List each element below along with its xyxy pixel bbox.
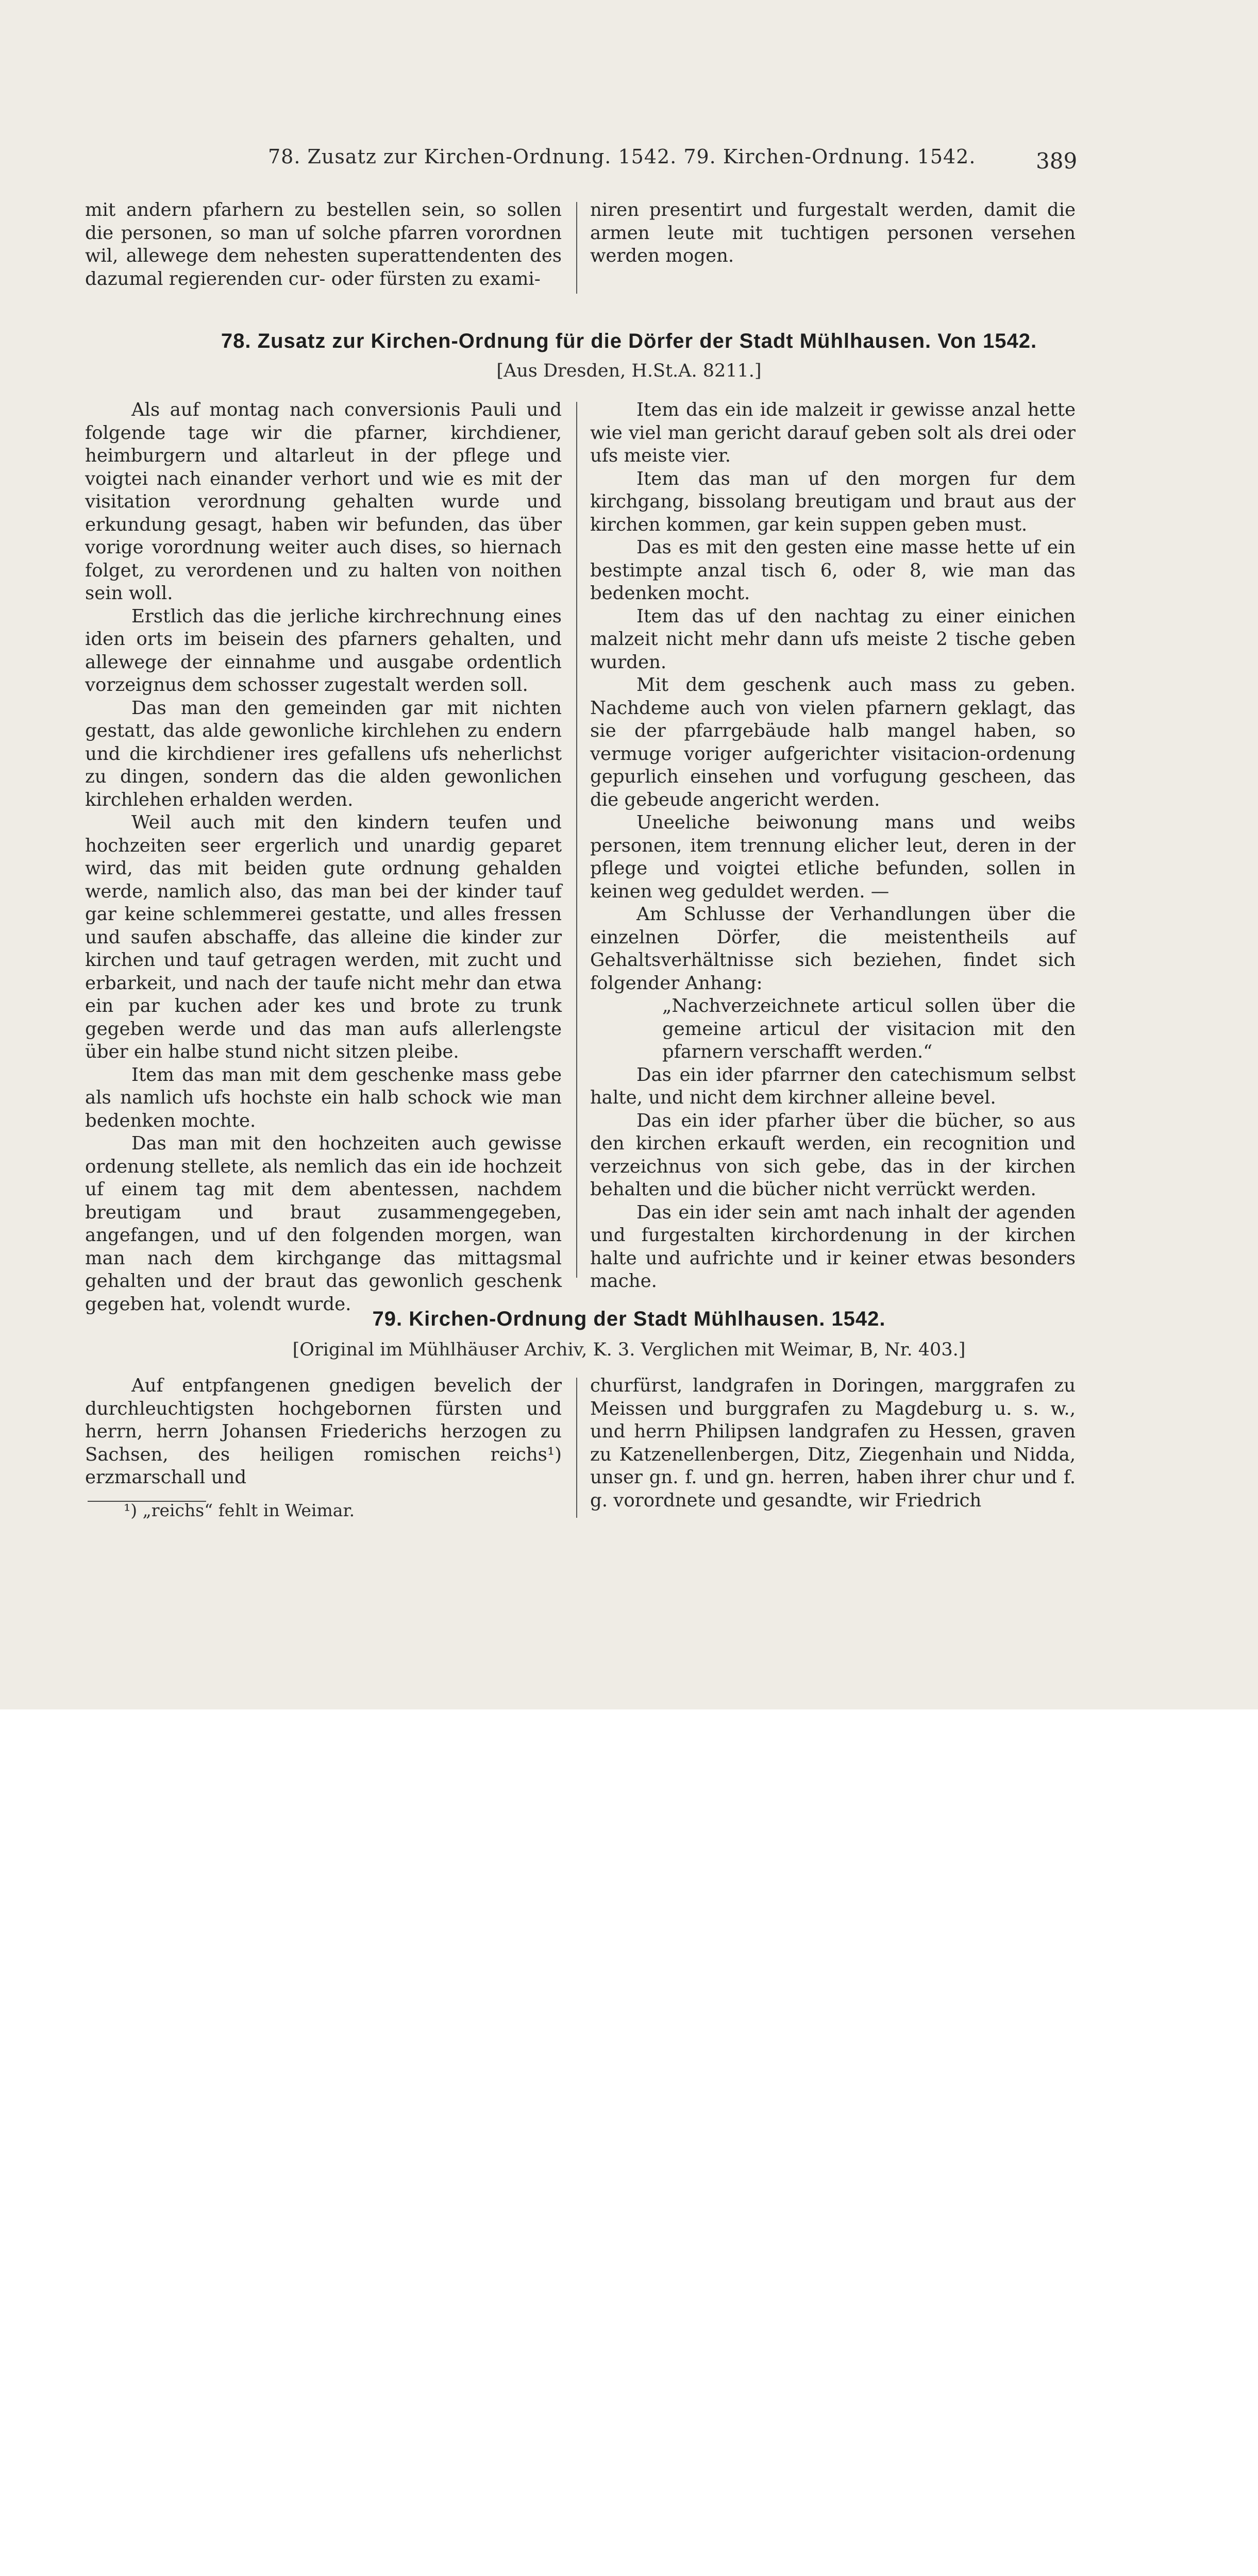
paragraph: Als auf montag nach conversionis Pauli und folgende tage wir die pfarner, kirchdiener, heimburgern und altarleut in der pflege und voigtei nach einander verhort und wie es mit der visitation verordnung gehalten wurde und erkundung gesagt, haben wir befunden, das über vorige vorordnung weiter auch dises, so hiernach folget, zu verordenen und zu halten von noithen sein woll. — [85, 399, 562, 604]
paragraph: churfürst, landgrafen in Doringen, marggrafen zu Meissen und burggrafen zu Magdeburg u. s. w., und herrn Philipsen landgrafen zu Hessen, graven zu Katzenellenbergen, Ditz, Ziegenhain und Nidda, unser gn. f. und gn. herren, haben ihrer chur und f. g. vorordnete und gesandte, wir Friedrich — [590, 1375, 1076, 1511]
section-78-source: [Aus Dresden, H.St.A. 8211.] — [496, 361, 762, 381]
paragraph: Item das uf den nachtag zu einer einichen malzeit nicht mehr dann ufs meiste 2 tische geben wurden. — [590, 605, 1076, 673]
section-78-left-column — [85, 399, 562, 1316]
paragraph: Weil auch mit den kindern teufen und hochzeiten seer ergerlich und unardig geparet wird, das mit beiden gute ordnung gehalden werde, namlich also, das man bei der kinder tauf gar keine schlemmerei gestatte, und alles fressen und saufen abschaffe, das alleine die kinder zur kirchen und tauf getragen werden, mit zucht und erbarkeit, und nach der taufe nicht mehr dan etwa ein par kuchen ader kes und brote zu trunk gegeben werde und das man aufs allerlengste über ein halbe stund nicht sitzen pleibe. — [85, 812, 562, 1062]
paragraph: Das man mit den hochzeiten auch gewisse ordenung stellete, als nemlich das ein ide hochzeit uf einem tag mit dem abentessen, nachdem breutigam und braut zusammengegeben, angefangen, und uf den folgenden morgen, wan man nach dem kirchgange das mittagsmal gehalten und der braut das gewonlich geschenk gegeben hat, volendt wurde. — [85, 1133, 562, 1315]
section-79-source: [Original im Mühlhäuser Archiv, K. 3. Verglichen mit Weimar, B, Nr. 403.] — [292, 1340, 966, 1360]
paragraph: Item das man mit dem geschenke mass gebe als namlich ufs hochste ein halb schock wie man bedenken mochte. — [85, 1064, 562, 1131]
paragraph: Das ein ider pfarrner den catechismum selbst halte, und nicht dem kirchner alleine bevel. — [590, 1064, 1076, 1108]
section-79-heading: 79. Kirchen-Ordnung der Stadt Mühlhausen. 1542. — [372, 1308, 886, 1330]
section-79-left-column — [85, 1375, 562, 1489]
top-right-column — [590, 199, 1076, 268]
section-78-right-column — [590, 399, 1076, 1293]
section-79-right-column — [590, 1375, 1076, 1512]
paragraph: Mit dem geschenk auch mass zu geben. Nachdeme auch von vielen pfarnern geklagt, das sie der pfarrgebäude halb mangel haben, so vermuge voriger aufgerichter visitacion-ordenung gepurlich einsehen und vorfugung gescheen, das die gebeude angericht werden. — [590, 674, 1076, 810]
column-divider — [576, 402, 577, 1278]
top-left-column — [85, 199, 562, 291]
page-number: 389 — [1036, 148, 1078, 174]
footnote: ¹) „reichs“ fehlt in Weimar. — [124, 1500, 355, 1520]
paragraph: mit andern pfarhern zu bestellen sein, so sollen die personen, so man uf solche pfarren vorordnen wil, allewege dem nehesten superattendenten des dazumal regierenden cur- oder fürsten zu exami- — [85, 199, 562, 290]
paragraph: Item das ein ide malzeit ir gewisse anzal hette wie viel man gericht darauf geben solt als drei oder ufs meiste vier. — [590, 399, 1076, 466]
paragraph: Uneeliche beiwonung mans und weibs personen, item trennung elicher leut, deren in der pflege und voigtei etliche befunden, sollen in keinen weg geduldet werden. — — [590, 812, 1076, 902]
quoted-paragraph: „Nachverzeichnete articul sollen über die gemeine articul der visitacion mit den pfarnern verschafft werden.“ — [662, 995, 1076, 1062]
paragraph: Das ein ider pfarher über die bücher, so aus den kirchen erkauft werden, ein recognition und verzeichnus von sich gebe, das in der kirchen behalten und die bücher nicht verrückt werden. — [590, 1110, 1076, 1200]
paragraph: Am Schlusse der Verhandlungen über die einzelnen Dörfer, die meistentheils auf Gehaltsverhältnisse sich beziehen, findet sich folgender Anhang: — [590, 904, 1076, 994]
column-divider — [576, 1378, 577, 1518]
paragraph: Das ein ider sein amt nach inhalt der agenden und furgestalten kirchordenung in der kirchen halte und aufrichte und ir keiner etwas besonders mache. — [590, 1201, 1076, 1292]
paragraph: Erstlich das die jerliche kirchrechnung eines iden orts im beisein des pfarners gehalten, und allewege der einnahme und ausgabe ordentlich vorzeignus dem schosser zugestalt werden soll. — [85, 605, 562, 696]
paragraph: Das man den gemeinden gar mit nichten gestatt, das alde gewonliche kirchlehen zu endern und die kirchdiener ires gefallens ufs neherlichst zu dingen, sondern das die alden gewonlichen kirchlehen erhalden werden. — [85, 697, 562, 810]
column-divider — [576, 202, 577, 294]
paragraph: Das es mit den gesten eine masse hette uf ein bestimpte anzal tisch 6, oder 8, wie man das bedenken mocht. — [590, 537, 1076, 604]
paragraph: Item das man uf den morgen fur dem kirchgang, bissolang breutigam und braut aus der kirchen kommen, gar kein suppen geben must. — [590, 468, 1076, 535]
section-78-heading: 78. Zusatz zur Kirchen-Ordnung für die Dörfer der Stadt Mühlhausen. Von 1542. — [221, 330, 1037, 352]
running-head: 78. Zusatz zur Kirchen-Ordnung. 1542. 79. Kirchen-Ordnung. 1542. — [268, 145, 976, 168]
library-footer — [0, 1709, 1258, 1803]
paragraph: Auf entpfangenen gnedigen bevelich der durchleuchtigsten hochgebornen fürsten und herrn, herrn Johansen Friederichs herzogen zu Sachsen, des heiligen romischen reichs¹) erzmarschall und — [85, 1375, 562, 1488]
paragraph: niren presentirt und furgestalt werden, damit die armen leute mit tuchtigen personen versehen werden mogen. — [590, 199, 1076, 266]
